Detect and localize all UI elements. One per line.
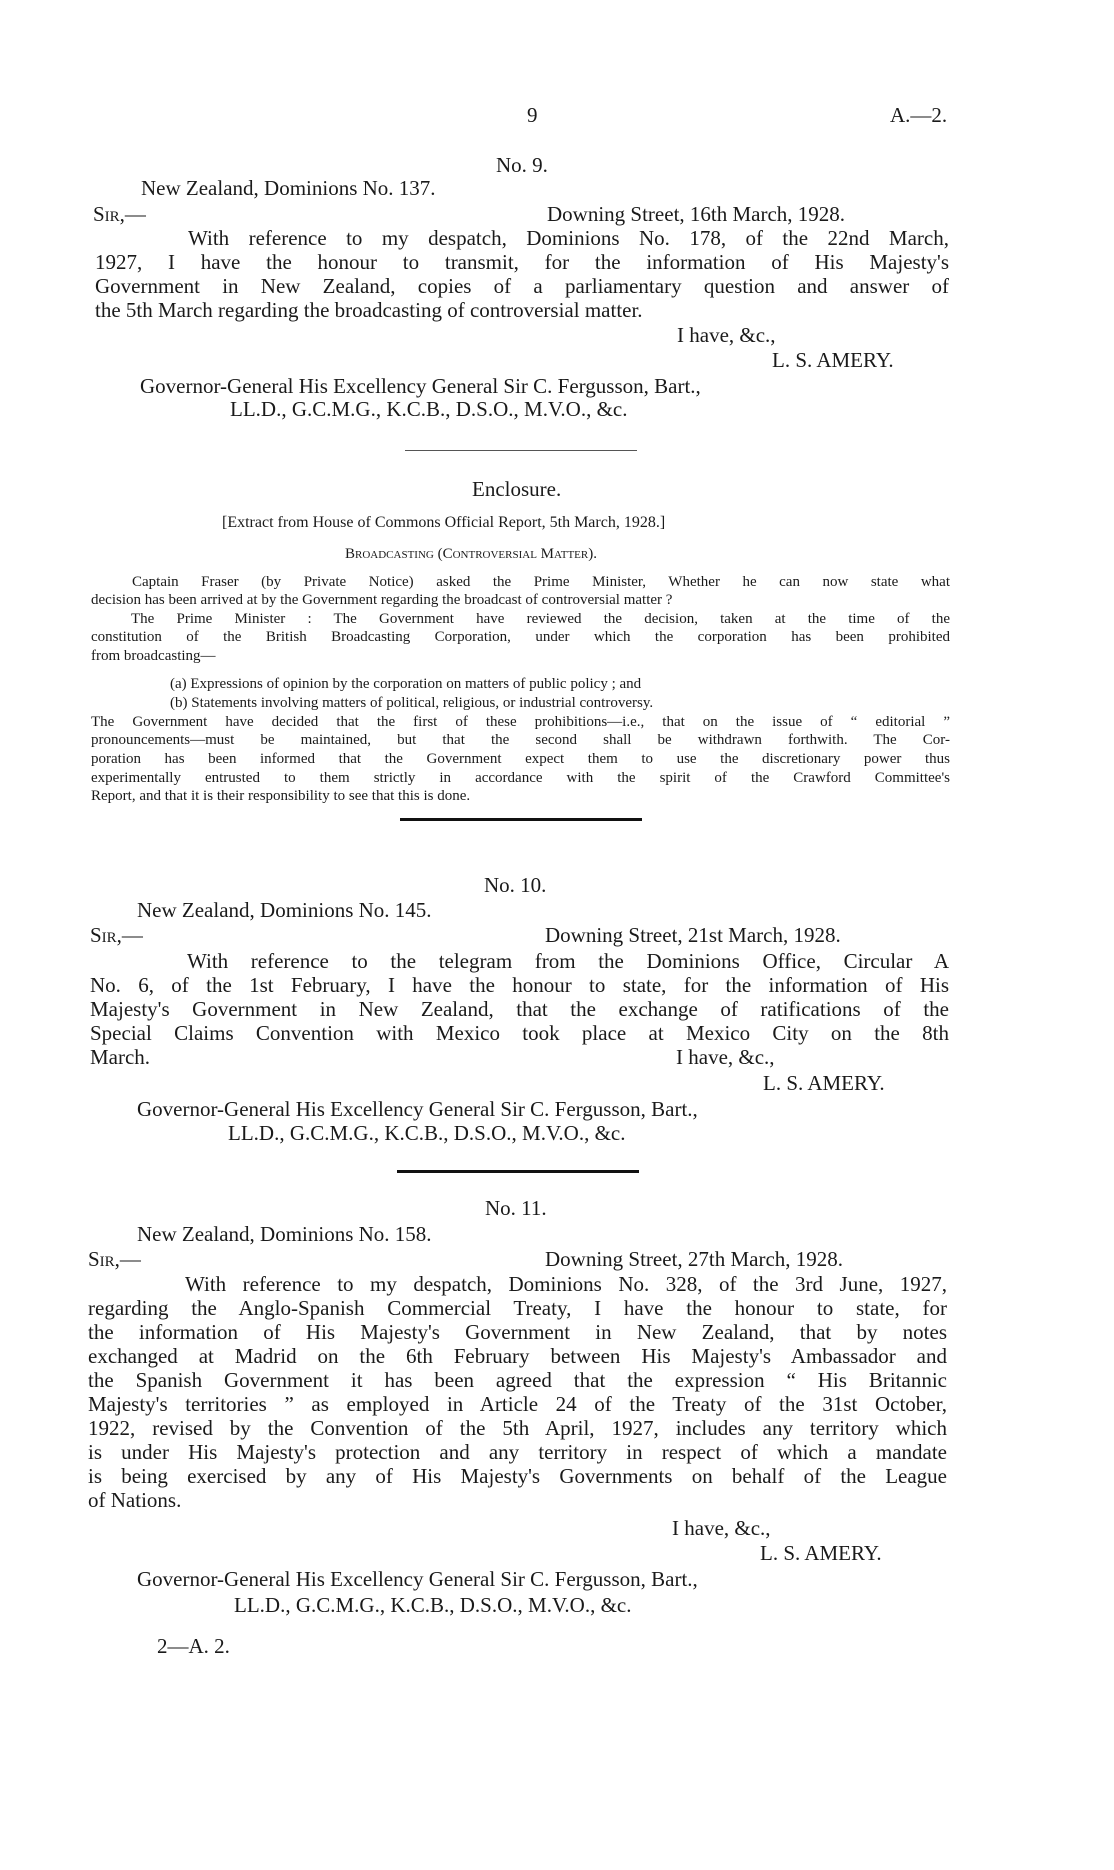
dominions-reference: New Zealand, Dominions No. 158. bbox=[137, 1222, 432, 1246]
despatch-body-line: Majesty's Government in New Zealand, that the exchange of ratifications of the bbox=[90, 997, 949, 1021]
section-divider bbox=[400, 818, 642, 821]
despatch-body-line: the 5th March regarding the broadcasting of controversial matter. bbox=[95, 298, 643, 322]
despatch-body-line: With reference to the telegram from the Dominions Office, Circular A bbox=[187, 949, 949, 973]
closing: I have, &c., bbox=[677, 323, 776, 347]
enclosure-list-item: (a) Expressions of opinion by the corporation on matters of public policy ; and bbox=[170, 676, 642, 692]
enclosure-answer-line: from broadcasting— bbox=[91, 648, 216, 664]
enclosure-conclusion-line: The Government have decided that the first of these prohibitions—i.e., that on the issue of “ editorial ” bbox=[91, 714, 950, 730]
despatch-body-line: is under His Majesty's protection and any territory in respect of which a mandate bbox=[88, 1440, 947, 1464]
enclosure-source: [Extract from House of Commons Official Report, 5th March, 1928.] bbox=[222, 514, 666, 531]
enclosure-conclusion-line: pronouncements—must be maintained, but that the second shall be withdrawn forthwith. The Cor- bbox=[91, 732, 950, 748]
enclosure-conclusion-line: poration has been informed that the Government expect them to use the discretionary power thus bbox=[91, 751, 950, 767]
despatch-heading: No. 9. bbox=[496, 153, 548, 177]
despatch-body-line: With reference to my despatch, Dominions No. 328, of the 3rd June, 1927, bbox=[185, 1272, 947, 1296]
despatch-body-line: March. bbox=[90, 1045, 151, 1069]
despatch-body-line: regarding the Anglo-Spanish Commercial Treaty, I have the honour to state, for bbox=[88, 1296, 947, 1320]
closing: I have, &c., bbox=[676, 1045, 775, 1069]
section-divider bbox=[405, 450, 637, 451]
signature: L. S. AMERY. bbox=[772, 348, 894, 372]
despatch-body-line: the Spanish Government it has been agreed that the expression “ His Britannic bbox=[88, 1368, 947, 1392]
enclosure-conclusion-line: experimentally entrusted to them strictly in accordance with the spirit of the Crawford Committee's bbox=[91, 770, 950, 786]
enclosure-title: Broadcasting (Controversial Matter). bbox=[345, 546, 597, 562]
despatch-heading: No. 10. bbox=[484, 873, 547, 897]
enclosure-answer-line: constitution of the British Broadcasting Corporation, under which the corporation has been prohibited bbox=[91, 629, 950, 645]
despatch-body-line: With reference to my despatch, Dominions No. 178, of the 22nd March, bbox=[188, 226, 949, 250]
despatch-body-line: No. 6, of the 1st February, I have the honour to state, for the information of His bbox=[90, 973, 949, 997]
salutation: Sir,— bbox=[88, 1247, 141, 1271]
enclosure-answer-line: The Prime Minister : The Government have reviewed the decision, taken at the time of the bbox=[131, 611, 950, 627]
dominions-reference: New Zealand, Dominions No. 137. bbox=[141, 176, 436, 200]
enclosure-list-item: (b) Statements involving matters of political, religious, or industrial controversy. bbox=[170, 695, 654, 711]
document-reference: A.—2. bbox=[890, 103, 948, 127]
despatch-body-line: exchanged at Madrid on the 6th February between His Majesty's Ambassador and bbox=[88, 1344, 947, 1368]
salutation: Sir,— bbox=[93, 202, 146, 226]
despatch-body-line: Majesty's territories ” as employed in Article 24 of the Treaty of the 31st October, bbox=[88, 1392, 947, 1416]
dominions-reference: New Zealand, Dominions No. 145. bbox=[137, 898, 432, 922]
despatch-body-line: the information of His Majesty's Government in New Zealand, that by notes bbox=[88, 1320, 947, 1344]
enclosure-question-line: decision has been arrived at by the Government regarding the broadcast of controversial matter ? bbox=[91, 592, 673, 608]
addressee-line: LL.D., G.C.M.G., K.C.B., D.S.O., M.V.O., &c. bbox=[228, 1121, 626, 1145]
addressee-line: Governor-General His Excellency General Sir C. Fergusson, Bart., bbox=[140, 374, 701, 398]
signature: L. S. AMERY. bbox=[760, 1541, 882, 1565]
despatch-body-line: Special Claims Convention with Mexico took place at Mexico City on the 8th bbox=[90, 1021, 949, 1045]
section-divider bbox=[397, 1170, 639, 1173]
despatch-body-line: Government in New Zealand, copies of a parliamentary question and answer of bbox=[95, 274, 949, 298]
despatch-body-line: 1922, revised by the Convention of the 5th April, 1927, includes any territory which bbox=[88, 1416, 947, 1440]
addressee-line: LL.D., G.C.M.G., K.C.B., D.S.O., M.V.O., &c. bbox=[230, 397, 628, 421]
enclosure-heading: Enclosure. bbox=[472, 477, 562, 501]
page-number: 9 bbox=[527, 103, 538, 127]
place-date: Downing Street, 16th March, 1928. bbox=[547, 202, 846, 226]
addressee-line: Governor-General His Excellency General Sir C. Fergusson, Bart., bbox=[137, 1097, 698, 1121]
signature: L. S. AMERY. bbox=[763, 1071, 885, 1095]
enclosure-conclusion-line: Report, and that it is their responsibility to see that this is done. bbox=[91, 788, 471, 804]
enclosure-question-line: Captain Fraser (by Private Notice) asked the Prime Minister, Whether he can now state what bbox=[132, 574, 950, 590]
addressee-line: Governor-General His Excellency General Sir C. Fergusson, Bart., bbox=[137, 1567, 698, 1591]
despatch-body-line: 1927, I have the honour to transmit, for the information of His Majesty's bbox=[95, 250, 949, 274]
place-date: Downing Street, 27th March, 1928. bbox=[545, 1247, 844, 1271]
addressee-line: LL.D., G.C.M.G., K.C.B., D.S.O., M.V.O., &c. bbox=[234, 1593, 632, 1617]
printer-signature-mark: 2—A. 2. bbox=[157, 1634, 230, 1658]
despatch-heading: No. 11. bbox=[485, 1196, 547, 1220]
despatch-body-line: is being exercised by any of His Majesty's Governments on behalf of the League bbox=[88, 1464, 947, 1488]
salutation: Sir,— bbox=[90, 923, 143, 947]
place-date: Downing Street, 21st March, 1928. bbox=[545, 923, 841, 947]
closing: I have, &c., bbox=[672, 1516, 771, 1540]
despatch-body-line: of Nations. bbox=[88, 1488, 182, 1512]
